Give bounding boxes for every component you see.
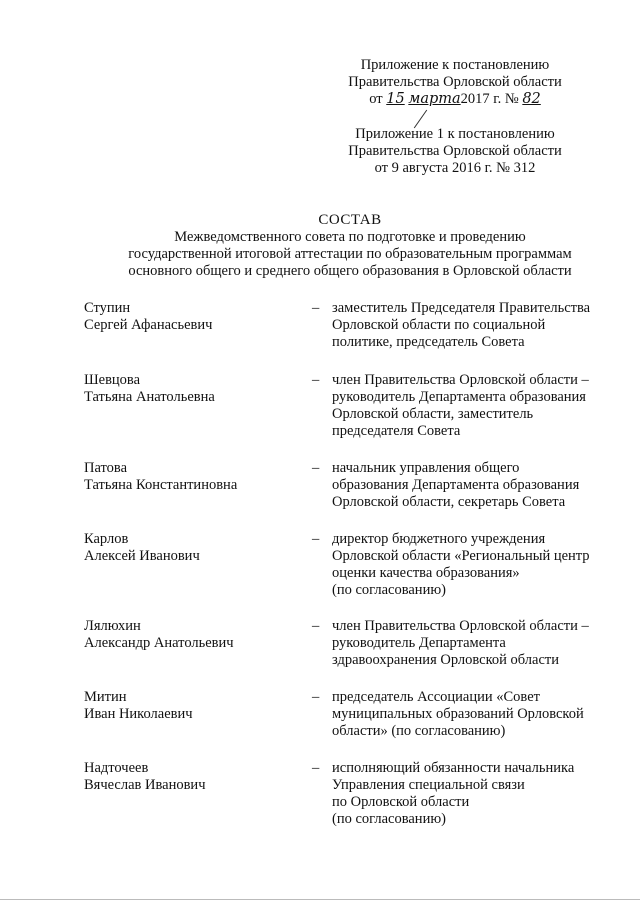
role-line: здравоохранения Орловской области <box>332 652 559 668</box>
dash-separator: – <box>312 760 320 776</box>
role-line: начальник управления общего <box>332 460 520 476</box>
member-name <box>84 531 304 565</box>
member-surname: Надточеев <box>84 760 149 776</box>
role-line: председатель Ассоциации «Совет <box>332 689 540 705</box>
date-prefix: от <box>369 91 383 107</box>
member-given-names: Александр Анатольевич <box>84 635 234 651</box>
member-surname: Карлов <box>84 531 129 547</box>
member-role <box>332 618 622 669</box>
appendix1-header <box>335 126 575 177</box>
member-name <box>84 760 304 794</box>
role-line: исполняющий обязанности начальника <box>332 760 575 776</box>
dash-separator: – <box>312 618 320 634</box>
member-name <box>84 460 304 494</box>
role-line: образования Департамента образования <box>332 477 580 493</box>
appendix-line: Правительства Орловской области <box>348 74 562 90</box>
member-role <box>332 372 622 440</box>
member-role <box>332 460 622 511</box>
role-line: Управления специальной связи <box>332 777 525 793</box>
member-surname: Ступин <box>84 300 131 316</box>
member-surname: Шевцова <box>84 372 141 388</box>
member-given-names: Вячеслав Иванович <box>84 777 206 793</box>
title-subtitle-line: государственной итоговой аттестации по образовательным программам <box>128 246 572 262</box>
handwritten-month: марта <box>408 91 461 107</box>
role-line: председателя Совета <box>332 423 461 439</box>
member-name <box>84 618 304 652</box>
role-line: член Правительства Орловской области – <box>332 372 589 388</box>
role-line: Орловской области, заместитель <box>332 406 534 422</box>
member-role <box>332 689 622 740</box>
number-prefix: № <box>504 91 519 107</box>
role-line: оценки качества образования» <box>332 565 520 581</box>
appendix1-line: от 9 августа 2016 г. № 312 <box>374 160 536 176</box>
dash-separator: – <box>312 460 320 476</box>
role-line: муниципальных образований Орловской <box>332 706 584 722</box>
role-line: заместитель Председателя Правительства <box>332 300 591 316</box>
member-name <box>84 300 304 334</box>
role-line: политике, председатель Совета <box>332 334 525 350</box>
appendix1-line: Правительства Орловской области <box>348 143 562 159</box>
member-role <box>332 300 622 351</box>
role-line: (по согласованию) <box>332 811 446 827</box>
role-line: Орловской области, секретарь Совета <box>332 494 566 510</box>
scan-edge-line <box>0 899 640 900</box>
role-line: руководитель Департамента образования <box>332 389 586 405</box>
dash-separator: – <box>312 372 320 388</box>
decree-date-line <box>330 91 580 108</box>
role-line: области» (по согласованию) <box>332 723 506 739</box>
member-surname: Патова <box>84 460 128 476</box>
role-line: Орловской области по социальной <box>332 317 546 333</box>
role-line: директор бюджетного учреждения <box>332 531 546 547</box>
member-given-names: Алексей Иванович <box>84 548 200 564</box>
member-role <box>332 531 622 599</box>
appendix-header <box>330 57 580 108</box>
member-role <box>332 760 622 828</box>
role-line: (по согласованию) <box>332 582 446 598</box>
dash-separator: – <box>312 689 320 705</box>
member-name <box>84 689 304 723</box>
appendix-line: Приложение к постановлению <box>360 57 550 73</box>
role-line: руководитель Департамента <box>332 635 506 651</box>
member-given-names: Сергей Афанасьевич <box>84 317 213 333</box>
title-subtitle-line: основного общего и среднего общего образования в Орловской области <box>128 263 572 279</box>
date-year: 2017 г. <box>460 91 502 107</box>
role-line: Орловской области «Региональный центр <box>332 548 590 564</box>
member-surname: Лялюхин <box>84 618 141 634</box>
dash-separator: – <box>312 531 320 547</box>
role-line: по Орловской области <box>332 794 470 810</box>
member-name <box>84 372 304 406</box>
appendix1-line: Приложение 1 к постановлению <box>355 126 555 142</box>
member-given-names: Татьяна Константиновна <box>84 477 238 493</box>
handwritten-number: 82 <box>522 91 541 107</box>
member-surname: Митин <box>84 689 127 705</box>
dash-separator: – <box>312 300 320 316</box>
document-title <box>90 212 610 280</box>
member-given-names: Татьяна Анатольевна <box>84 389 215 405</box>
role-line: член Правительства Орловской области – <box>332 618 589 634</box>
member-given-names: Иван Николаевич <box>84 706 193 722</box>
title-main: СОСТАВ <box>318 212 382 228</box>
title-subtitle-line: Межведомственного совета по подготовке и проведению <box>174 229 526 245</box>
handwritten-day: 15 <box>386 91 405 107</box>
